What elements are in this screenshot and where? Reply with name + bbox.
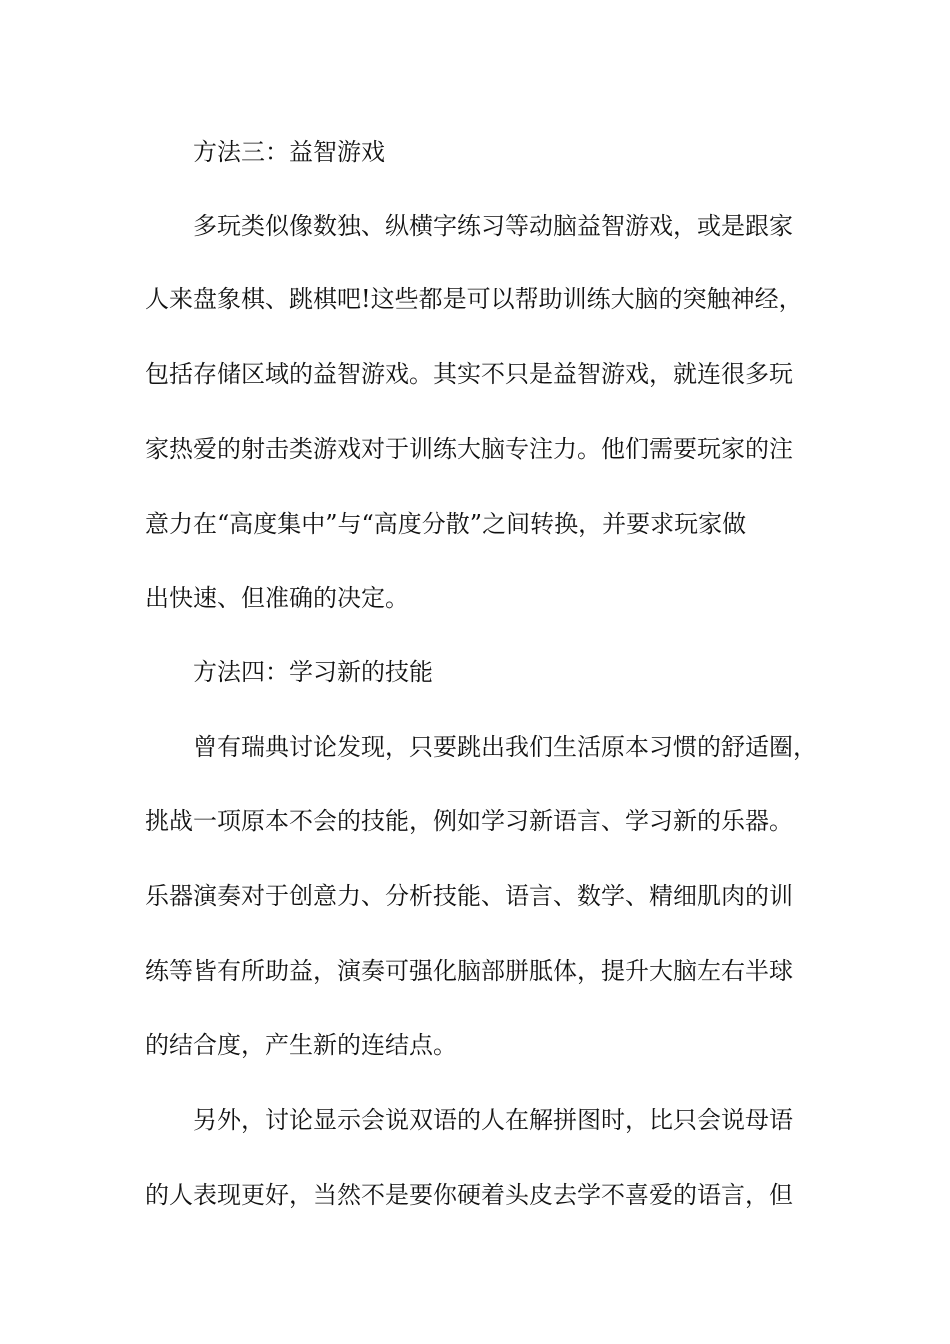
paragraph-line: 练等皆有所助益，演奏可强化脑部胼胝体，提升大脑左右半球 [145, 957, 793, 985]
paragraph-line: 挑战一项原本不会的技能，例如学习新语言、学习新的乐器。 [145, 807, 793, 835]
paragraph-line: 家热爱的射击类游戏对于训练大脑专注力。他们需要玩家的注 [145, 435, 793, 463]
paragraph-line: 人来盘象棋、跳棋吧!这些都是可以帮助训练大脑的突触神经， [145, 285, 803, 313]
paragraph-line: 意力在“高度集中”与“高度分散”之间转换，并要求玩家做 [145, 510, 747, 538]
paragraph-line: 的结合度，产生新的连结点。 [145, 1031, 457, 1059]
heading-method-four: 方法四：学习新的技能 [193, 658, 433, 686]
paragraph-line: 曾有瑞典讨论发现，只要跳出我们生活原本习惯的舒适圈， [193, 733, 817, 761]
paragraph-line: 出快速、但准确的决定。 [145, 584, 409, 612]
paragraph-line: 的人表现更好，当然不是要你硬着头皮去学不喜爱的语言，但 [145, 1181, 793, 1209]
paragraph-line: 乐器演奏对于创意力、分析技能、语言、数学、精细肌肉的训 [145, 882, 793, 910]
paragraph-line: 另外，讨论显示会说双语的人在解拼图时，比只会说母语 [193, 1106, 793, 1134]
paragraph-line: 多玩类似像数独、纵横字练习等动脑益智游戏，或是跟家 [193, 212, 793, 240]
heading-method-three: 方法三：益智游戏 [193, 138, 385, 166]
paragraph-line: 包括存储区域的益智游戏。其实不只是益智游戏，就连很多玩 [145, 360, 793, 388]
